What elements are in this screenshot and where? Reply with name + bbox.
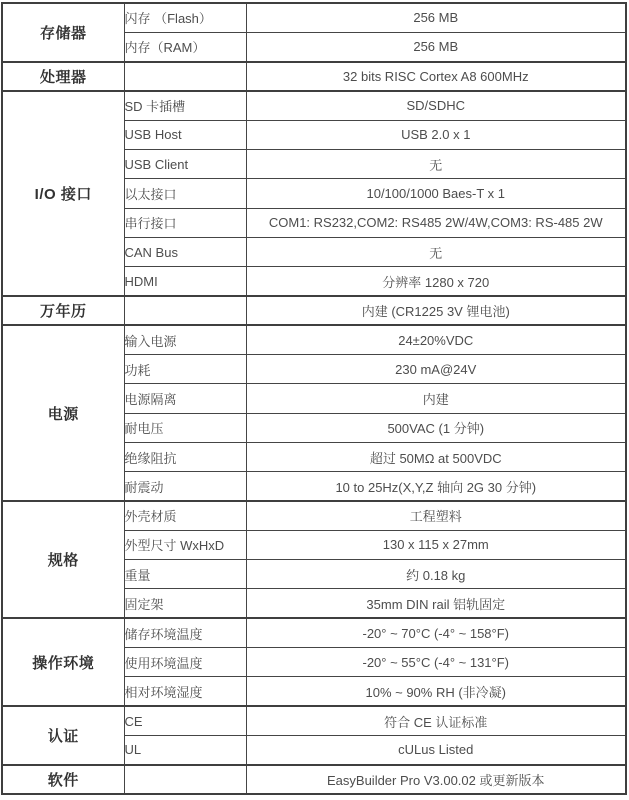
- spec-label-cell: 重量: [124, 560, 246, 589]
- spec-label-cell: HDMI: [124, 267, 246, 296]
- spec-value-cell: 超过 50MΩ at 500VDC: [246, 442, 626, 471]
- spec-value-cell: 无: [246, 149, 626, 178]
- table-row: [2, 618, 626, 647]
- table-row: [2, 91, 626, 120]
- spec-table: [1, 2, 627, 795]
- spec-label-cell: 固定架: [124, 589, 246, 618]
- spec-value-cell: COM1: RS232,COM2: RS485 2W/4W,COM3: RS-485 2W: [246, 208, 626, 237]
- spec-label-cell: SD 卡插槽: [124, 91, 246, 120]
- spec-label-cell: 耐震动: [124, 472, 246, 501]
- table-row: [2, 3, 626, 32]
- spec-value-cell: -20° ~ 70°C (-4° ~ 158°F): [246, 618, 626, 647]
- spec-label-cell: 绝缘阻抗: [124, 442, 246, 471]
- spec-label-cell: [124, 296, 246, 325]
- spec-value-cell: 工程塑料: [246, 501, 626, 530]
- spec-value-cell: 10 to 25Hz(X,Y,Z 轴向 2G 30 分钟): [246, 472, 626, 501]
- spec-value-cell: 35mm DIN rail 铝轨固定: [246, 589, 626, 618]
- spec-value-cell: 符合 CE 认证标准: [246, 706, 626, 735]
- spec-label-cell: 外型尺寸 WxHxD: [124, 530, 246, 559]
- category-cell: 电源: [2, 325, 124, 501]
- spec-value-cell: cULus Listed: [246, 735, 626, 764]
- spec-value-cell: 500VAC (1 分钟): [246, 413, 626, 442]
- spec-label-cell: 功耗: [124, 355, 246, 384]
- spec-value-cell: -20° ~ 55°C (-4° ~ 131°F): [246, 648, 626, 677]
- spec-label-cell: 储存环境温度: [124, 618, 246, 647]
- spec-value-cell: 内建 (CR1225 3V 锂电池): [246, 296, 626, 325]
- spec-value-cell: 256 MB: [246, 32, 626, 61]
- spec-value-cell: 10% ~ 90% RH (非冷凝): [246, 677, 626, 706]
- spec-label-cell: 以太接口: [124, 179, 246, 208]
- spec-value-cell: 32 bits RISC Cortex A8 600MHz: [246, 62, 626, 91]
- spec-label-cell: CAN Bus: [124, 237, 246, 266]
- spec-value-cell: 130 x 115 x 27mm: [246, 530, 626, 559]
- spec-label-cell: 内存（RAM）: [124, 32, 246, 61]
- category-cell: 规格: [2, 501, 124, 618]
- spec-label-cell: 串行接口: [124, 208, 246, 237]
- spec-value-cell: 10/100/1000 Baes-T x 1: [246, 179, 626, 208]
- category-cell: 操作环境: [2, 618, 124, 706]
- spec-label-cell: USB Host: [124, 120, 246, 149]
- category-cell: 存储器: [2, 3, 124, 62]
- category-cell: I/O 接口: [2, 91, 124, 296]
- spec-label-cell: 输入电源: [124, 325, 246, 354]
- table-row: [2, 706, 626, 735]
- table-row: [2, 62, 626, 91]
- spec-label-cell: 耐电压: [124, 413, 246, 442]
- spec-value-cell: SD/SDHC: [246, 91, 626, 120]
- spec-label-cell: 外壳材质: [124, 501, 246, 530]
- spec-label-cell: CE: [124, 706, 246, 735]
- category-cell: 万年历: [2, 296, 124, 325]
- spec-value-cell: 230 mA@24V: [246, 355, 626, 384]
- spec-label-cell: [124, 62, 246, 91]
- table-row: [2, 765, 626, 794]
- spec-value-cell: 256 MB: [246, 3, 626, 32]
- spec-value-cell: EasyBuilder Pro V3.00.02 或更新版本: [246, 765, 626, 794]
- spec-label-cell: 电源隔离: [124, 384, 246, 413]
- spec-value-cell: 分辨率 1280 x 720: [246, 267, 626, 296]
- table-row: [2, 501, 626, 530]
- table-row: [2, 325, 626, 354]
- spec-value-cell: 24±20%VDC: [246, 325, 626, 354]
- spec-label-cell: 相对环境湿度: [124, 677, 246, 706]
- category-cell: 处理器: [2, 62, 124, 91]
- spec-value-cell: USB 2.0 x 1: [246, 120, 626, 149]
- spec-label-cell: 闪存 （Flash）: [124, 3, 246, 32]
- spec-label-cell: USB Client: [124, 149, 246, 178]
- spec-label-cell: [124, 765, 246, 794]
- spec-table-body: [2, 3, 626, 794]
- spec-label-cell: 使用环境温度: [124, 648, 246, 677]
- spec-value-cell: 约 0.18 kg: [246, 560, 626, 589]
- spec-value-cell: 内建: [246, 384, 626, 413]
- table-row: [2, 296, 626, 325]
- category-cell: 软件: [2, 765, 124, 794]
- spec-value-cell: 无: [246, 237, 626, 266]
- spec-label-cell: UL: [124, 735, 246, 764]
- category-cell: 认证: [2, 706, 124, 765]
